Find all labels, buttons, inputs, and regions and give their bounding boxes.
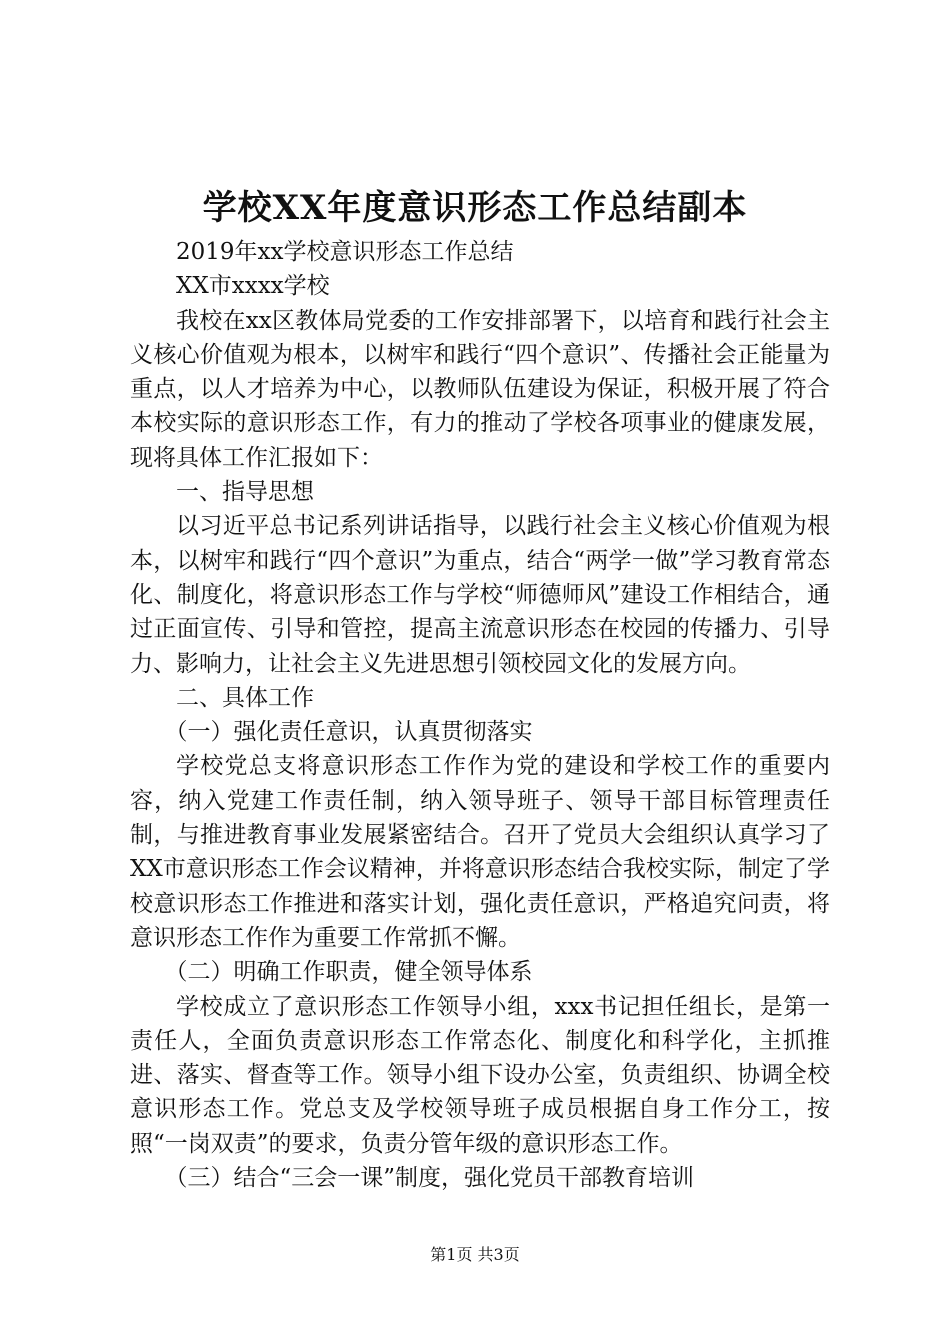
subsection-heading-3: （三）结合“三会一课”制度，强化党员干部教育培训: [164, 1165, 695, 1192]
guiding-ideology-paragraph: 以习近平总书记系列讲话指导，以践行社会主义核心价值观为根本，以树牢和践行“四个意识”为重点，结合“两学一做”学习教育常态化、制度化，将意识形态工作与学校“师德师风”建设工作相结合，通过正面宣传、引导和管控，提高主流意识形态在校园的传播力、引导力、影响力，让社会主义先进思想引领校园文化的发展方向。: [130, 513, 830, 677]
subsection-1-paragraph: 学校党总支将意识形态工作作为党的建设和学校工作的重要内容，纳入党建工作责任制，纳入领导班子、领导干部目标管理责任制，与推进教育事业发展紧密结合。召开了党员大会组织认真学习了XX市意识形态工作会议精神，并将意识形态结合我校实际，制定了学校意识形态工作推进和落实计划，强化责任意识，严格追究问责，将意识形态工作作为重要工作常抓不懈。: [130, 753, 830, 951]
section-heading-specific-work: 二、具体工作: [176, 684, 314, 711]
subsection-heading-1: （一）强化责任意识，认真贯彻落实: [164, 719, 533, 746]
subsection-heading-2: （二）明确工作职责，健全领导体系: [164, 959, 533, 986]
document-body: [130, 235, 830, 1195]
page-footer: 第1页 共3页: [430, 1245, 520, 1264]
intro-paragraph: 我校在xx区教体局党委的工作安排部署下，以培育和践行社会主义核心价值观为根本，以树牢和践行“四个意识”、传播社会正能量为重点，以人才培养为中心，以教师队伍建设为保证，积极开展了符合本校实际的意识形态工作，有力的推动了学校各项事业的健康发展，现将具体工作汇报如下：: [130, 307, 830, 471]
section-heading-guiding-ideology: 一、指导思想: [176, 479, 314, 506]
subsection-2-paragraph: 学校成立了意识形态工作领导小组，xxx书记担任组长，是第一责任人，全面负责意识形态工作常态化、制度化和科学化，主抓推进、落实、督查等工作。领导小组下设办公室，负责组织、协调全校意识形态工作。党总支及学校领导班子成员根据自身工作分工，按照“一岗双责”的要求，负责分管年级的意识形态工作。: [130, 993, 830, 1157]
document-title: 学校XX年度意识形态工作总结副本: [202, 188, 748, 228]
school-name-line: XX市xxxx学校: [176, 273, 330, 300]
subtitle-line: 2019年xx学校意识形态工作总结: [176, 239, 514, 265]
